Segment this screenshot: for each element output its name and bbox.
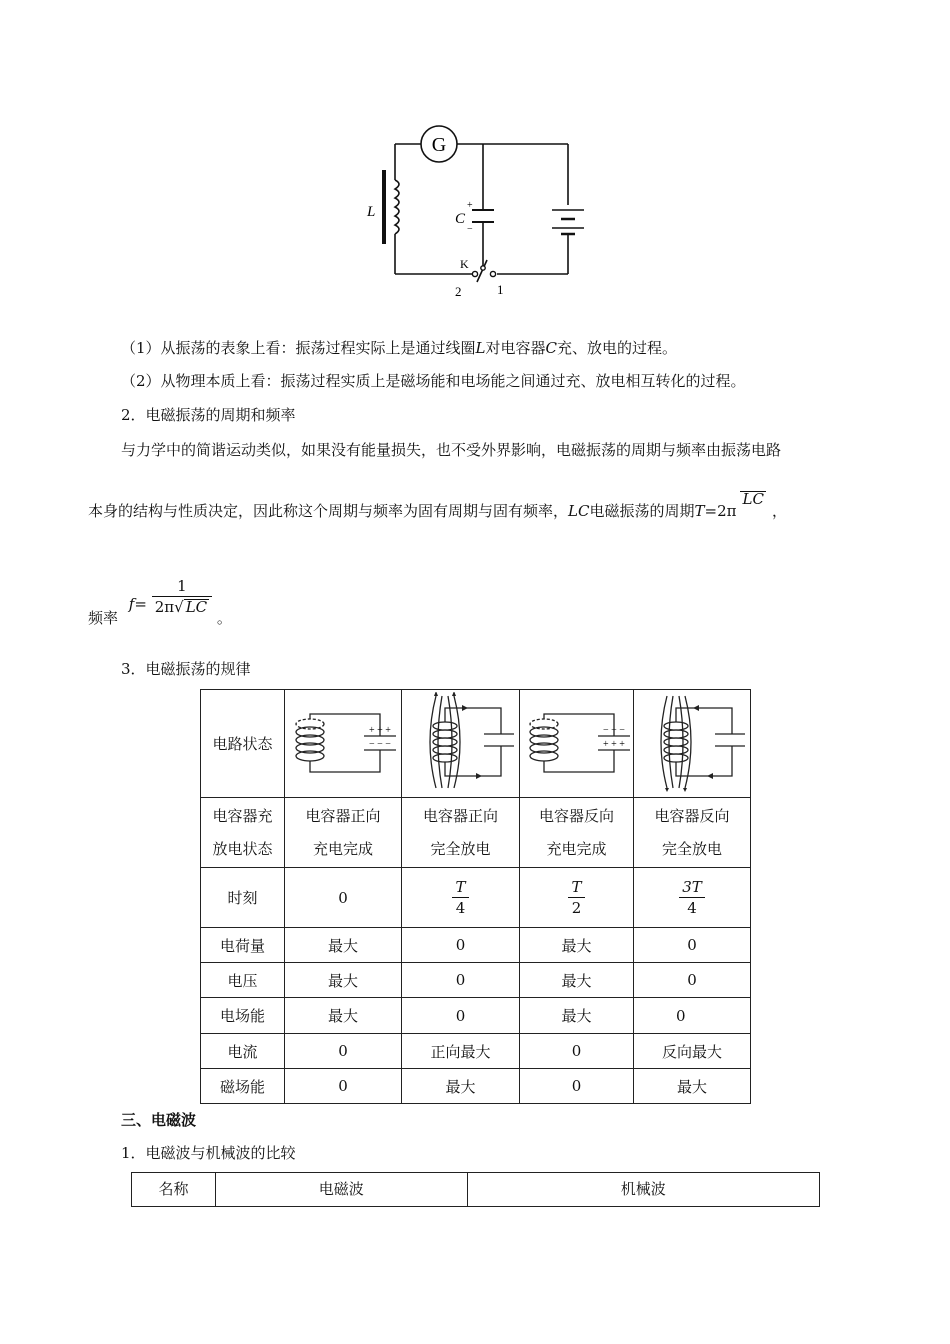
capacitor-plus: +	[467, 200, 473, 211]
circuit-state-1	[285, 690, 402, 798]
paragraph-4: 本身的结构与性质决定，因此称这个周期与频率为固有周期与固有频率，LC电磁振荡的周期T=2πLC，	[88, 490, 787, 520]
svg-text:− − −: − − −	[369, 738, 391, 750]
table-row: 磁场能 0 最大 0 最大	[201, 1069, 751, 1104]
inductor-label: L	[367, 204, 376, 220]
svg-text:+ + +: + + +	[369, 724, 391, 736]
wave-comparison-table	[131, 1172, 820, 1207]
time-cell: $\frac{T}{2}$	[520, 868, 634, 928]
lc-circuit-diagram	[355, 122, 595, 304]
lc-state-3-icon	[522, 702, 632, 782]
lc-state-1-icon	[288, 702, 398, 782]
table-row	[201, 868, 751, 928]
capacitor-minus: −	[467, 224, 473, 235]
paragraph-2: （2）从物理本质上看：振荡过程实质上是磁场能和电场能之间通过充、放电相互转化的过程。	[121, 372, 746, 390]
switch-pos2: 2	[455, 284, 462, 299]
table-row	[201, 690, 751, 798]
inductor-core	[382, 170, 386, 244]
row-label-cap-state: 电容器充 放电状态	[201, 798, 285, 868]
time-cell: $\frac{T}{4}$	[402, 868, 520, 928]
svg-text:+ + +: + + +	[602, 738, 625, 750]
lc-state-2-icon	[406, 692, 516, 792]
cap-state-cell: 电容器正向 完全放电	[402, 798, 520, 868]
capacitor-label: C	[455, 211, 466, 227]
section-heading-em-waves: 三、电磁波	[121, 1111, 197, 1129]
paragraph-3: 与力学中的简谐运动类似，如果没有能量损失，也不受外界影响，电磁振荡的周期与频率由振荡电路	[121, 441, 782, 459]
oscillation-table	[200, 689, 751, 1104]
heading-wave-comparison: 1．电磁波与机械波的比较	[121, 1144, 296, 1162]
sqrt-lc: LC	[742, 490, 764, 508]
table-row: 电流 0 正向最大 0 反向最大	[201, 1034, 751, 1069]
switch-label: K	[460, 257, 469, 271]
heading-period-frequency: 2．电磁振荡的周期和频率	[121, 406, 296, 424]
cap-state-cell: 电容器反向 充电完成	[520, 798, 634, 868]
circuit-state-3	[520, 690, 634, 798]
circuit-state-2	[402, 690, 520, 798]
cap-state-cell: 电容器反向 完全放电	[634, 798, 751, 868]
switch-pos1: 1	[497, 282, 504, 297]
svg-text:− − −: − − −	[602, 724, 625, 736]
heading-oscillation-rules: 3．电磁振荡的规律	[121, 660, 251, 678]
lc-state-4-icon	[637, 692, 747, 792]
table-row: 电压 最大 0 最大 0	[201, 963, 751, 998]
table-row	[201, 798, 751, 868]
cap-state-cell: 电容器正向 充电完成	[285, 798, 402, 868]
table-row: 电场能 最大 0 最大 0	[201, 998, 751, 1034]
time-cell: $\frac{3T}{4}$	[634, 868, 751, 928]
circuit-state-4	[634, 690, 751, 798]
row-label-circuit-state: 电路状态	[201, 690, 285, 798]
table-row: 名称 电磁波 机械波	[132, 1173, 820, 1207]
paragraph-1: （1）从振荡的表象上看：振荡过程实际上是通过线圈L对电容器C充、放电的过程。	[121, 339, 678, 357]
frequency-formula: 频率 f= $\frac{1}{2\pi√ LC}$ 。	[88, 577, 232, 627]
table-row: 电荷量 最大 0 最大 0	[201, 928, 751, 963]
row-label-time: 时刻	[201, 868, 285, 928]
frequency-fraction: $\frac{1}{2\pi√ LC}$	[152, 576, 212, 617]
galvanometer-label: G	[431, 134, 447, 156]
time-cell: 0	[285, 868, 402, 928]
